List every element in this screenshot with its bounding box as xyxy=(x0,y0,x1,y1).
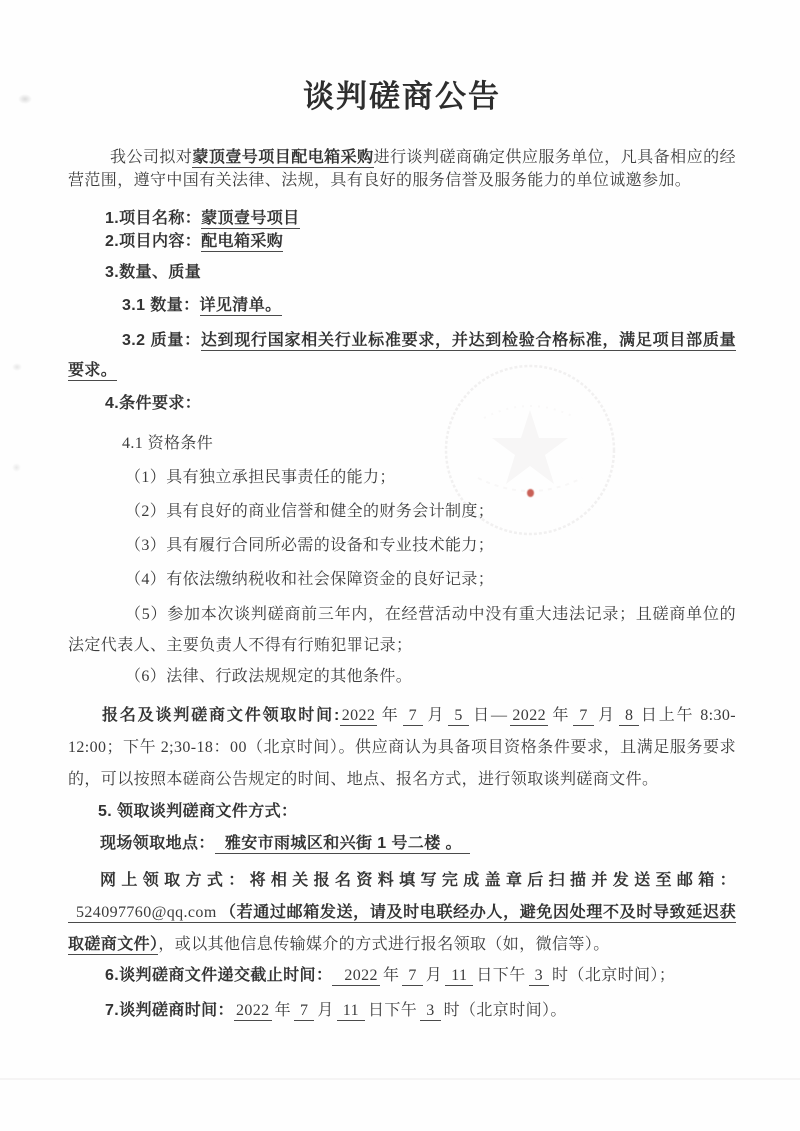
project-name-label: 1.项目名称： xyxy=(105,210,202,227)
meeting-label: 7.谈判磋商时间： xyxy=(105,1002,234,1019)
requirements-heading xyxy=(68,392,736,415)
intro-rest: 进行谈判磋商确定供应服务单位，凡具备相应的经营范围，遵守中国有关法律、法规，具有良好的服务信誉及服务能力的单位诚邀参加。 xyxy=(68,149,736,189)
pm-day-word: 日下午 xyxy=(476,967,526,984)
start-month-blank: 7 xyxy=(403,707,423,726)
deadline-month-blank: 7 xyxy=(402,967,422,986)
page-title: 谈判磋商公告 xyxy=(303,79,501,114)
document-body xyxy=(68,80,736,1022)
year-word: 年 xyxy=(382,967,400,984)
online-rest: ，或以其他信息传输媒介的方式进行报名领取（如，微信等）。 xyxy=(158,936,610,953)
quantity-value: 详见清单。 xyxy=(199,297,282,314)
submission-deadline-row xyxy=(68,964,736,987)
online-note-underlined: （若通过邮箱发送，请及时电联经办人，避免因处理不及时导致延迟获取磋商文件） xyxy=(68,904,736,953)
project-content-row xyxy=(68,230,736,253)
onsite-address-value: 雅安市雨城区和兴街 1 号二楼 。 xyxy=(215,835,470,854)
month-word: 月 xyxy=(425,967,443,984)
meeting-year-blank: 2022 xyxy=(235,1002,270,1019)
quantity-row xyxy=(68,294,736,317)
condition-item-2: （2）具有良好的商业信誉和健全的财务会计制度； xyxy=(125,503,495,520)
deadline-hour-blank: 3 xyxy=(529,967,549,986)
intro-lead: 我公司拟对 xyxy=(110,149,193,166)
project-content-value: 配电箱采购 xyxy=(201,233,284,250)
registration-time-paragraph xyxy=(68,700,736,796)
email-address: 524097760@qq.com xyxy=(68,904,220,923)
onsite-label: 现场领取地点： xyxy=(100,835,215,852)
condition-item-6: （6）法律、行政法规规定的其他条件。 xyxy=(125,668,413,685)
registration-tail: 日上午 8:30-12:00；下午 2;30-18：00（北京时间）。供应商认为具备项目资格条件要求，且满足服务要求的，可以按照本磋商公告规定的时间、地点、报名方式，进行领取谈判磋商文件。 xyxy=(68,707,737,788)
year-word: 年 xyxy=(551,707,571,724)
start-day-blank: 5 xyxy=(448,707,468,726)
end-month-blank: 7 xyxy=(573,707,593,726)
pickup-method-heading xyxy=(68,800,736,823)
meeting-day-blank: 11 xyxy=(337,1002,365,1021)
online-pickup-paragraph xyxy=(68,865,736,961)
online-instruction: 将相关报名资料填写完成盖章后扫描并发送至邮箱： xyxy=(249,872,736,889)
project-content-label: 2.项目内容： xyxy=(105,233,202,250)
day-dash-word: 日— xyxy=(471,707,508,724)
deadline-year-blank: 2022 xyxy=(332,967,380,986)
qualification-heading: 4.1 资格条件 xyxy=(122,435,214,452)
project-subject-underlined: 蒙顶壹号项目配电箱采购 xyxy=(192,149,374,166)
scan-smudge xyxy=(18,94,32,104)
project-name-value: 蒙顶壹号项目 xyxy=(201,210,300,227)
meeting-month-blank: 7 xyxy=(294,1002,314,1021)
end-day-blank: 8 xyxy=(619,707,639,726)
month-word: 月 xyxy=(596,707,617,724)
online-label: 网上领取方式： xyxy=(100,872,250,889)
condition-item-1: （1）具有独立承担民事责任的能力； xyxy=(125,469,396,486)
condition-item-4: （4）有依法缴纳税收和社会保障资金的良好记录； xyxy=(125,571,495,588)
month-word: 月 xyxy=(317,1002,334,1019)
registration-label: 报名及谈判磋商文件领取时间: xyxy=(102,707,340,724)
month-word: 月 xyxy=(426,707,446,724)
year-word: 年 xyxy=(274,1002,291,1019)
project-name-row xyxy=(68,207,736,230)
meeting-hour-blank: 3 xyxy=(420,1002,440,1021)
quantity-label: 3.1 数量： xyxy=(122,297,200,314)
condition-item-3: （3）具有履行合同所必需的设备和专业技术能力； xyxy=(125,537,495,554)
onsite-pickup-row xyxy=(68,832,736,855)
quality-value: 达到现行国家相关行业标准要求，并达到检验合格标准，满足项目部质量要求。 xyxy=(68,332,736,379)
scan-smudge xyxy=(12,363,22,371)
beijing-time-word: 时（北京时间）； xyxy=(552,967,676,984)
scan-fold-line xyxy=(0,1078,800,1080)
deadline-day-blank: 11 xyxy=(445,967,473,986)
heading-4-text: 4.条件要求： xyxy=(105,395,202,412)
scan-smudge xyxy=(12,463,21,472)
year-word: 年 xyxy=(380,707,400,724)
heading-5-text: 5. 领取谈判磋商文件方式： xyxy=(98,803,298,820)
heading-3-text: 3.数量、质量 xyxy=(105,264,202,281)
negotiation-time-row xyxy=(68,999,736,1022)
quantity-quality-heading xyxy=(68,261,736,284)
deadline-label: 6.谈判磋商文件递交截止时间： xyxy=(105,967,333,984)
pm-day-word: 日下午 xyxy=(368,1002,418,1019)
quality-row xyxy=(68,326,736,386)
start-year-blank: 2022 xyxy=(341,707,376,724)
beijing-time-word: 时（北京时间）。 xyxy=(443,1002,567,1019)
end-year-blank: 2022 xyxy=(512,707,547,724)
condition-item-5: （5）参加本次谈判磋商前三年内，在经营活动中没有重大违法记录；且磋商单位的法定代表人、主要负责人不得有行贿犯罪记录； xyxy=(68,606,736,654)
intro-paragraph xyxy=(68,146,736,192)
quality-label: 3.2 质量： xyxy=(122,332,201,349)
